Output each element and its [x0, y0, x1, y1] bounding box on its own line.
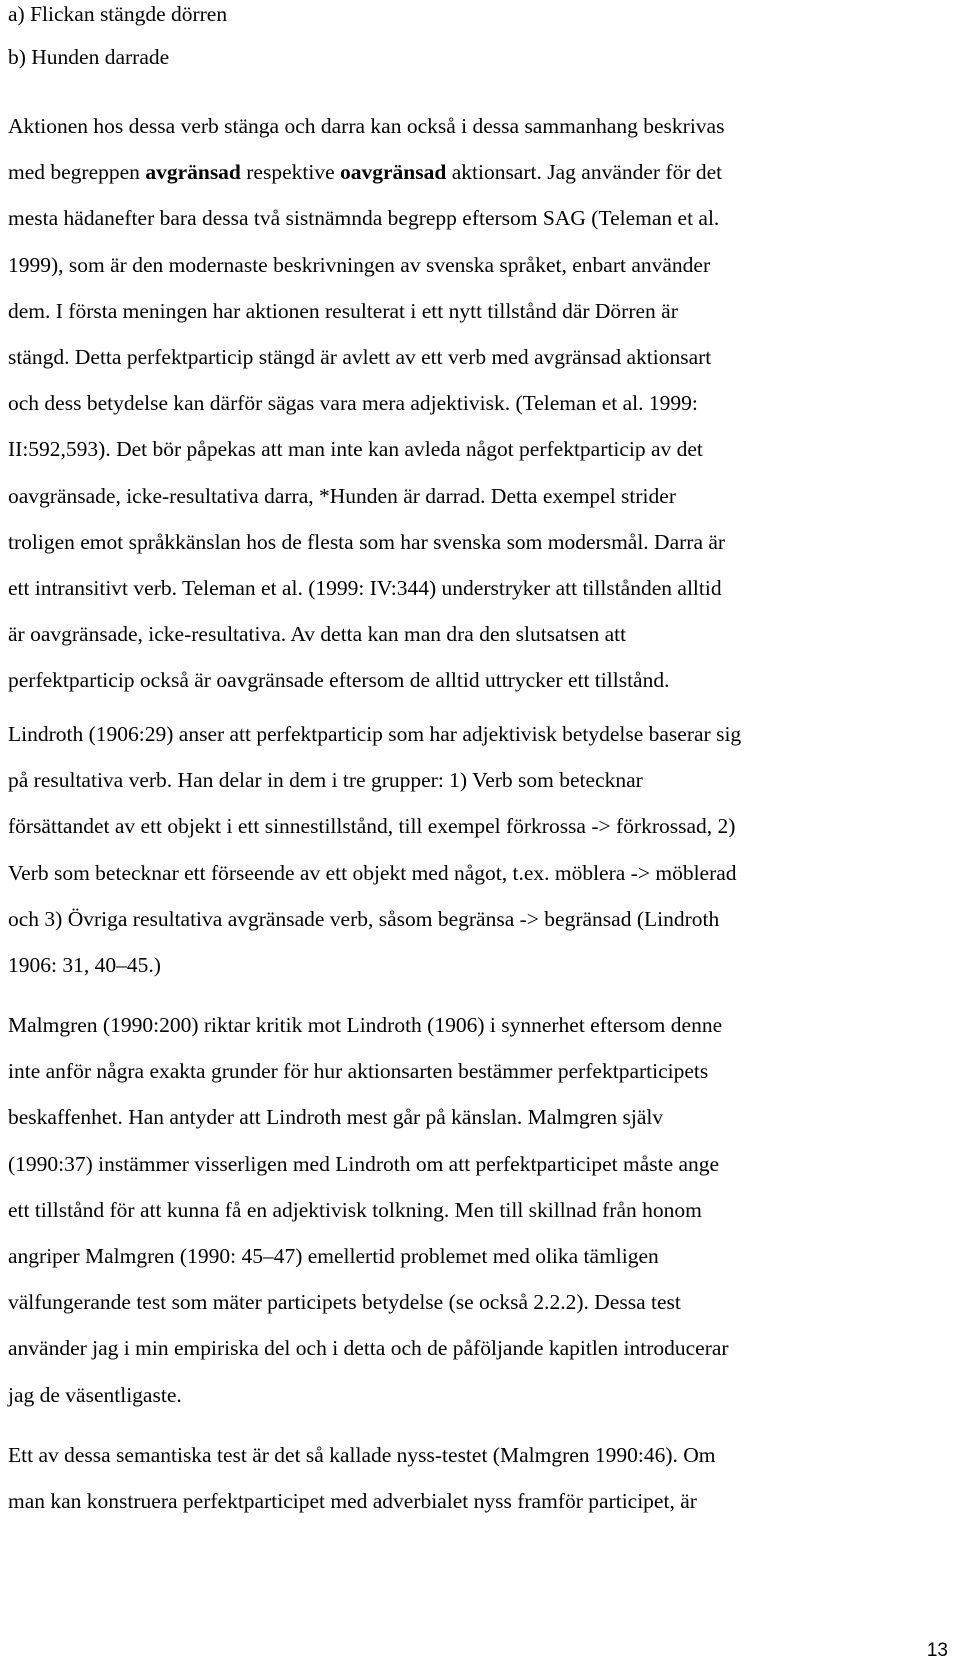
text-line [8, 1383, 182, 1408]
text-span: (1990:37) instämmer visserligen med Lindroth om att perfektparticipet måste ange [8, 1151, 720, 1176]
text-line [8, 1013, 722, 1038]
text-span: man kan konstruera perfektparticipet med adverbialet nyss framför participet, är [8, 1489, 697, 1514]
text-span: beskaffenhet. Han antyder att Lindroth mest går på känslan. Malmgren själv [8, 1105, 664, 1130]
text-span: Aktionen hos dessa verb stänga och darra kan också i dessa sammanhang beskrivas [8, 114, 725, 138]
text-line [8, 907, 719, 932]
text-line [8, 668, 669, 693]
text-span: Ett av dessa semantiska test är det så kallade nyss-testet (Malmgren 1990:46). Om [8, 1443, 716, 1467]
text-span: ett intransitivt verb. Teleman et al. (1999: IV:344) understryker att tillstånden alltid [8, 576, 722, 600]
text-span: perfektparticip också är oavgränsade eftersom de alltid uttrycker ett tillstånd. [8, 668, 670, 693]
text-line [8, 953, 161, 978]
text-span: och 3) Övriga resultativa avgränsade verb, såsom begränsa -> begränsad (Lindroth [8, 906, 720, 931]
page-number: 13 [926, 1640, 948, 1661]
text-line [8, 722, 741, 747]
text-line [8, 484, 676, 509]
text-line [8, 1105, 663, 1130]
text-span: med begreppen [8, 160, 146, 185]
text-span: aktionsart. Jag använder för det [446, 160, 723, 185]
text-span: respektive [240, 160, 340, 185]
text-span: troligen emot språkkänslan hos de flesta som har svenska som modersmål. Darra är [8, 529, 726, 554]
text-span: II:592,593). Det bör påpekas att man inte kan avleda något perfektparticip av det [8, 437, 703, 462]
text-line [8, 391, 698, 416]
text-span: stängd. Detta perfektparticip stängd är avlett av ett verb med avgränsad aktionsart [8, 345, 712, 369]
text-line [8, 253, 710, 278]
text-line [8, 1443, 716, 1468]
text-span: angriper Malmgren (1990: 45–47) emellertid problemet med olika tämligen [8, 1244, 659, 1268]
text-line [8, 1244, 659, 1269]
text-span: använder jag i min empiriska del och i detta och de påföljande kapitlen introducerar [8, 1336, 729, 1361]
text-line [8, 814, 735, 839]
text-span: och dess betydelse kan därför sägas vara mera adjektivisk. (Teleman et al. 1999: [8, 391, 698, 416]
text-line [8, 530, 725, 555]
example-b: b) Hunden darrade [8, 45, 170, 69]
text-span: välfungerande test som mäter participets betydelse (se också 2.2.2). Dessa test [8, 1290, 681, 1315]
text-span: Verb som betecknar ett förseende av ett objekt med något, t.ex. möblera -> möblerad [8, 860, 737, 885]
text-line [8, 622, 626, 647]
text-span: är oavgränsade, icke-resultativa. Av detta kan man dra den slutsatsen att [8, 622, 627, 647]
text-span: Lindroth (1906:29) anser att perfektparticip som har adjektivisk betydelse baserar sig [8, 722, 742, 746]
text-span: ett tillstånd för att kunna få en adjektivisk tolkning. Men till skillnad från honom [8, 1197, 702, 1222]
text-line [8, 861, 737, 886]
text-line [8, 437, 703, 462]
text-line [8, 1198, 702, 1223]
bold-term: avgränsad [145, 160, 241, 185]
text-span: försättandet av ett objekt i ett sinnestillstånd, till exempel förkrossa -> förkrossad, 2) [8, 814, 736, 839]
text-span: mesta hädanefter bara dessa två sistnämnda begrepp eftersom SAG (Teleman et al. [8, 206, 720, 231]
text-span: oavgränsade, icke-resultativa darra, *Hunden är darrad. Detta exempel strider [8, 483, 676, 508]
text-line [8, 1290, 681, 1315]
text-span: 1999), som är den modernaste beskrivningen av svenska språket, enbart använder [8, 252, 711, 277]
text-line [8, 1489, 697, 1514]
text-line [8, 1152, 719, 1177]
text-line [8, 160, 722, 185]
text-line [8, 1059, 708, 1084]
text-line [8, 1336, 729, 1361]
text-span: jag de väsentligaste. [8, 1382, 182, 1407]
text-line [8, 576, 722, 601]
text-line [8, 768, 643, 793]
text-line [8, 345, 711, 370]
text-line [8, 299, 678, 324]
text-span: dem. I första meningen har aktionen resulterat i ett nytt tillstånd där Dörren är [8, 298, 678, 323]
text-span: 1906: 31, 40–45.) [8, 953, 161, 977]
text-span: Malmgren (1990:200) riktar kritik mot Lindroth (1906) i synnerhet eftersom denne [8, 1013, 723, 1037]
bold-term: oavgränsad [340, 160, 447, 185]
text-line [8, 206, 719, 231]
text-span: på resultativa verb. Han delar in dem i tre grupper: 1) Verb som betecknar [8, 768, 643, 793]
example-a: a) Flickan stängde dörren [8, 2, 228, 26]
text-span: inte anför några exakta grunder för hur aktionsarten bestämmer perfektparticipets [8, 1059, 709, 1084]
text-line [8, 114, 724, 139]
